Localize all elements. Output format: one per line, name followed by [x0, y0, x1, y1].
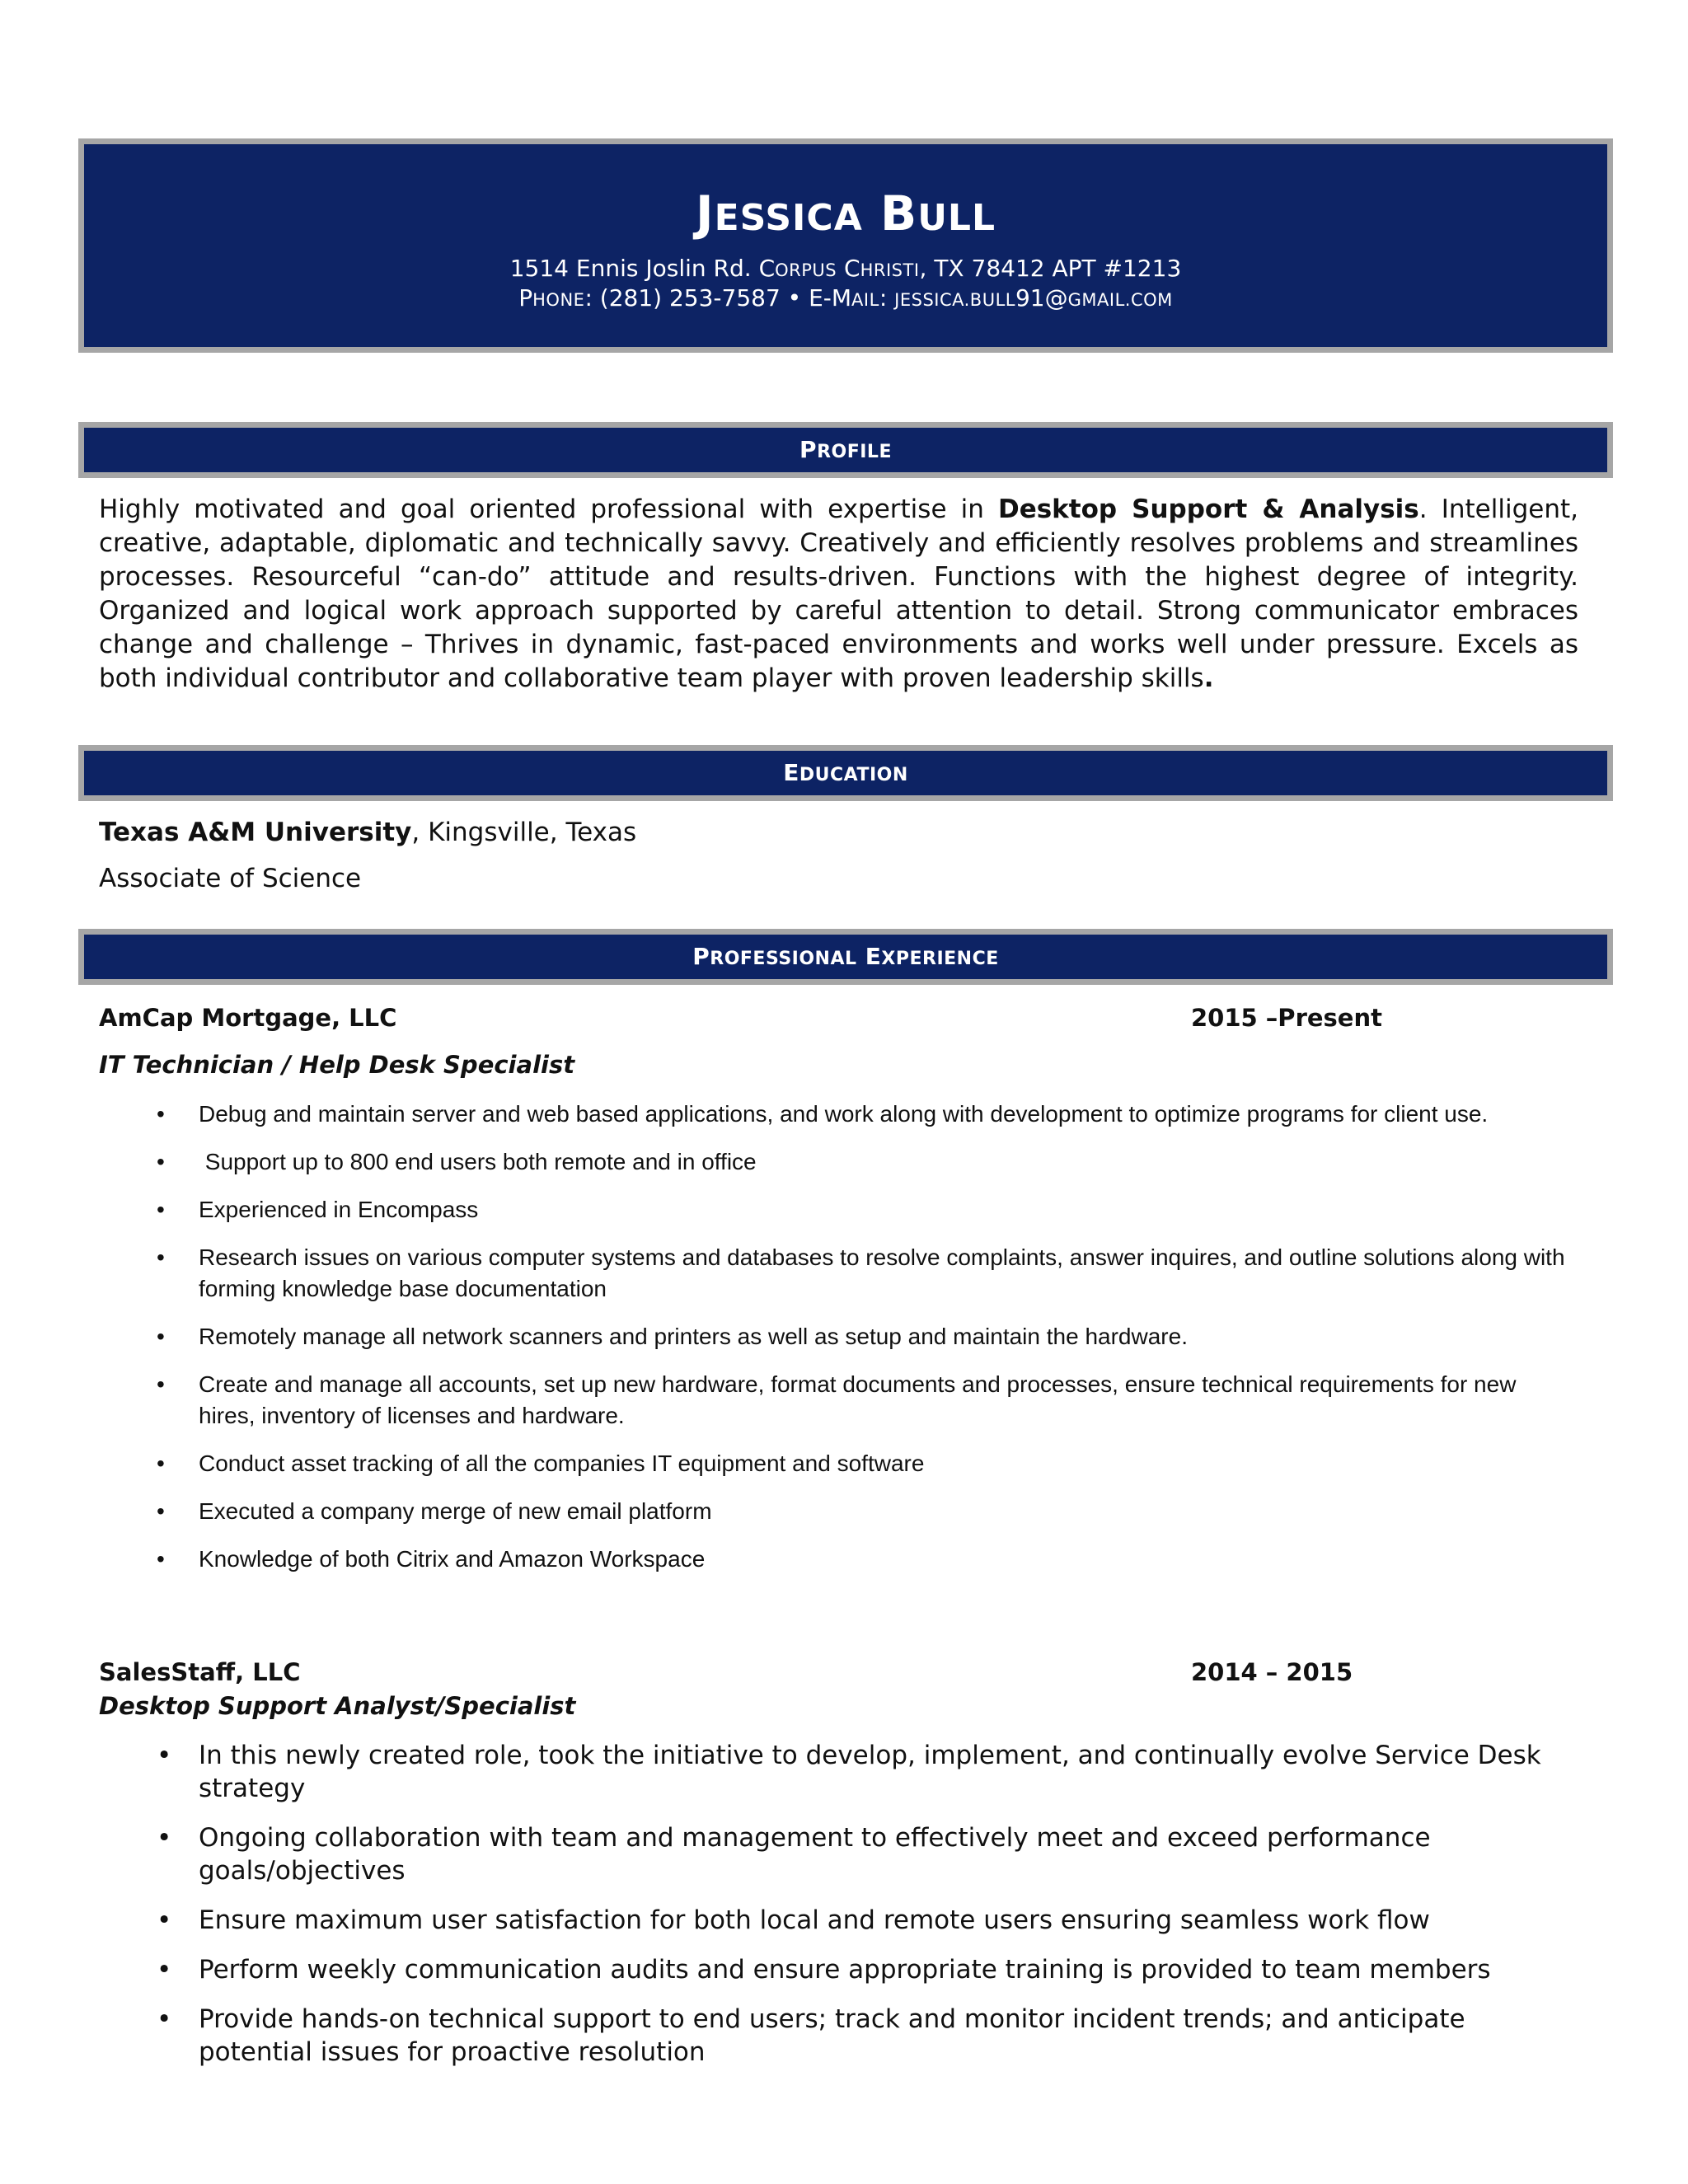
job-bullet-list — [0, 1099, 1566, 1591]
bullet-icon: • — [157, 1498, 165, 1524]
list-item: • Remotely manage all network scanners and printers as well as setup and maintain the hardware. — [0, 1321, 1567, 1352]
education-degree: Associate of Science — [99, 864, 362, 893]
bullet-icon: • — [157, 1197, 165, 1222]
bullet-icon: • — [157, 1546, 165, 1572]
job-dates: 2015 –Present — [1191, 1004, 1382, 1032]
bullet-icon: • — [157, 1955, 172, 1985]
list-item: • Debug and maintain server and web based applications, and work along with development to optimize programs for client use. — [0, 1099, 1567, 1130]
job-dates: 2014 – 2015 — [1191, 1658, 1353, 1686]
bullet-icon: • — [157, 1823, 172, 1853]
email-link[interactable]: JESSICA.BULL — [894, 290, 1015, 310]
bullet-icon: • — [157, 1741, 172, 1770]
section-education-heading: EDUCATION — [78, 745, 1613, 801]
education-school: Texas A&M University, Kingsville, Texas — [99, 818, 637, 847]
contact-address: 1514 Ennis Joslin Rd. CORPUS CHRISTI, TX 78412 APT #1213 — [509, 255, 1182, 282]
job-company: AmCap Mortgage, LLC — [99, 1004, 397, 1032]
list-item: • Conduct asset tracking of all the companies IT equipment and software — [0, 1448, 1567, 1479]
list-item: • Perform weekly communication audits and ensure appropriate training is provided to team members — [157, 1955, 1491, 1985]
job-company: SalesStaff, LLC — [99, 1658, 301, 1686]
candidate-name: JESSICA BULL — [695, 185, 996, 241]
job-title: IT Technician / Help Desk Specialist — [99, 1051, 575, 1079]
resume-header — [78, 138, 1613, 353]
bullet-icon: • — [157, 1101, 165, 1127]
bullet-icon: • — [157, 1149, 165, 1174]
section-experience-heading: PROFESSIONAL EXPERIENCE — [78, 929, 1613, 985]
list-item: • Ensure maximum user satisfaction for both local and remote users ensuring seamless work flow — [157, 1905, 1430, 1935]
job-title: Desktop Support Analyst/Specialist — [99, 1692, 576, 1720]
bullet-icon: • — [157, 1324, 165, 1349]
list-item: • Create and manage all accounts, set up new hardware, format documents and processes, ensure technical requirements for new hires, inventory of licenses and hardware. — [0, 1369, 1567, 1432]
profile-summary: Highly motivated and goal oriented professional with expertise in Desktop Support & Analysis. Intelligent, creative, adaptable, diplomatic and technically savvy. Creatively and efficiently resolves problems and streamlines processes. Resourceful “can-do” attitude and results-driven. Functions with the highest degree of integrity. Organized and logical work approach supported by careful attention to detail. Strong communicator embraces change and challenge – Thrives in dynamic, fast-paced environments and works well under pressure. Excels as both individual contributor and collaborative team player with proven leadership skills. — [99, 494, 1578, 693]
contact-phone-email: PHONE: (281) 253-7587 • E-MAIL: JESSICA.BULL91@GMAIL.COM — [518, 284, 1173, 312]
bullet-icon: • — [157, 2004, 172, 2034]
list-item: • Knowledge of both Citrix and Amazon Workspace — [0, 1544, 1567, 1575]
list-item: • Support up to 800 end users both remote and in office — [0, 1146, 1567, 1178]
list-item: • In this newly created role, took the initiative to develop, implement, and continually evolve Service Desk strategy — [157, 1741, 1541, 1803]
bullet-icon: • — [157, 1451, 165, 1476]
list-item: • Experienced in Encompass — [0, 1194, 1567, 1226]
list-item: • Research issues on various computer systems and databases to resolve complaints, answer inquires, and outline solutions along with forming knowledge base documentation — [0, 1242, 1567, 1305]
list-item: • Executed a company merge of new email platform — [0, 1496, 1567, 1527]
list-item: • Provide hands-on technical support to end users; track and monitor incident trends; and anticipate potential issues for proactive resolution — [157, 2004, 1465, 2067]
bullet-icon: • — [157, 1905, 172, 1935]
list-item: • Ongoing collaboration with team and management to effectively meet and exceed performance goals/objectives — [157, 1823, 1431, 1886]
section-profile-heading: PROFILE — [78, 422, 1613, 478]
job-bullet-list — [0, 1739, 1566, 2085]
bullet-icon: • — [157, 1371, 165, 1397]
bullet-icon: • — [157, 1244, 165, 1270]
